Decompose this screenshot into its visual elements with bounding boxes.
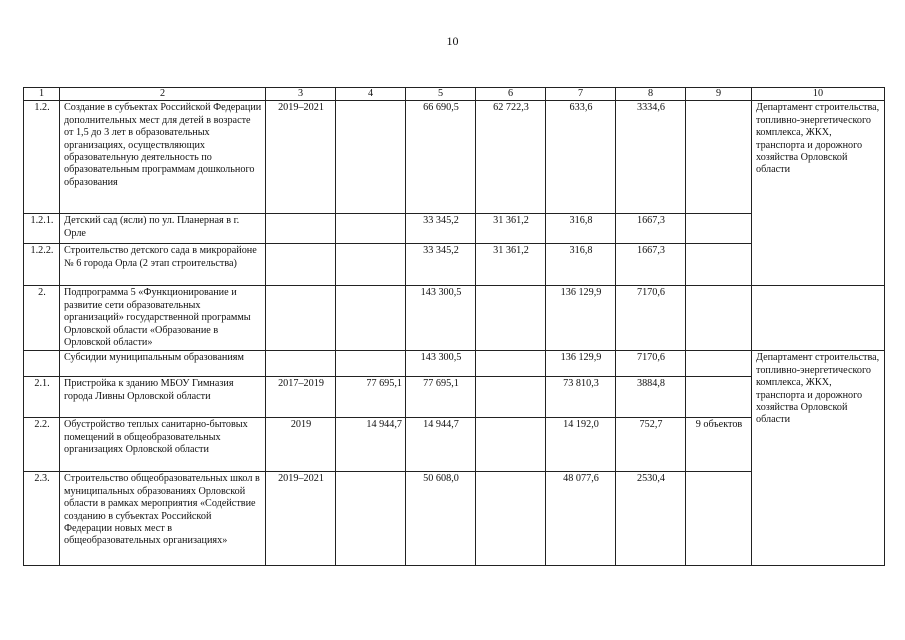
row-col6 <box>476 418 546 472</box>
row-col7: 136 129,9 <box>546 351 616 377</box>
row-number <box>24 351 60 377</box>
column-number-row <box>24 88 885 101</box>
row-name: Детский сад (ясли) по ул. Планерная в г. Орле <box>60 214 266 244</box>
row-col9 <box>686 377 752 418</box>
column-header: 7 <box>546 88 616 101</box>
column-header: 5 <box>406 88 476 101</box>
row-col5: 14 944,7 <box>406 418 476 472</box>
row-col8: 752,7 <box>616 418 686 472</box>
row-number: 1.2. <box>24 101 60 214</box>
row-col6 <box>476 286 546 351</box>
row-col5: 33 345,2 <box>406 244 476 286</box>
row-col9 <box>686 472 752 566</box>
row-number: 1.2.2. <box>24 244 60 286</box>
row-col8: 7170,6 <box>616 286 686 351</box>
row-col9 <box>686 244 752 286</box>
row-col5: 77 695,1 <box>406 377 476 418</box>
row-period: 2017–2019 <box>266 377 336 418</box>
column-header: 1 <box>24 88 60 101</box>
row-col8: 3334,6 <box>616 101 686 214</box>
row-col4 <box>336 101 406 214</box>
row-col7: 633,6 <box>546 101 616 214</box>
row-col9: 9 объектов <box>686 418 752 472</box>
row-col6: 31 361,2 <box>476 244 546 286</box>
row-name: Строительство детского сада в микрорайоне № 6 города Орла (2 этап строительства) <box>60 244 266 286</box>
row-col7: 48 077,6 <box>546 472 616 566</box>
row-col6: 62 722,3 <box>476 101 546 214</box>
row-period: 2019–2021 <box>266 101 336 214</box>
page-number: 10 <box>446 34 459 48</box>
row-col9 <box>686 351 752 377</box>
program-table <box>23 87 885 566</box>
row-name: Создание в субъектах Российской Федерации дополнительных мест для детей в возрасте от 1,5 до 3 лет в образовательных организациях, осуществляющих образовательную деятельность по образовательным программам дошкольного образования <box>60 101 266 214</box>
row-col7: 14 192,0 <box>546 418 616 472</box>
row-col7: 73 810,3 <box>546 377 616 418</box>
row-col5: 143 300,5 <box>406 351 476 377</box>
row-number: 2.2. <box>24 418 60 472</box>
row-col4 <box>336 286 406 351</box>
row-col7: 316,8 <box>546 244 616 286</box>
row-col5: 143 300,5 <box>406 286 476 351</box>
row-col4: 14 944,7 <box>336 418 406 472</box>
row-period <box>266 351 336 377</box>
row-number: 2.1. <box>24 377 60 418</box>
empty-cell <box>752 286 885 351</box>
responsible-department: Департамент строительства, топливно-энергетического комплекса, ЖКХ, транспорта и дорожного хозяйства Орловской области <box>752 101 885 286</box>
table-row <box>24 286 885 351</box>
row-col4 <box>336 244 406 286</box>
row-col6 <box>476 377 546 418</box>
row-col5: 33 345,2 <box>406 214 476 244</box>
row-col7: 136 129,9 <box>546 286 616 351</box>
row-number: 2.3. <box>24 472 60 566</box>
row-col5: 50 608,0 <box>406 472 476 566</box>
row-period <box>266 214 336 244</box>
row-name: Субсидии муниципальным образованиям <box>60 351 266 377</box>
row-col6: 31 361,2 <box>476 214 546 244</box>
row-col9 <box>686 214 752 244</box>
row-col4 <box>336 351 406 377</box>
row-name: Пристройка к зданию МБОУ Гимназия города Ливны Орловской области <box>60 377 266 418</box>
row-col9 <box>686 101 752 214</box>
column-header: 3 <box>266 88 336 101</box>
row-col7: 316,8 <box>546 214 616 244</box>
row-col4 <box>336 214 406 244</box>
row-col8: 1667,3 <box>616 214 686 244</box>
row-col6 <box>476 351 546 377</box>
responsible-department: Департамент строительства, топливно-энергетического комплекса, ЖКХ, транспорта и дорожного хозяйства Орловской области <box>752 351 885 566</box>
row-col8: 7170,6 <box>616 351 686 377</box>
row-col6 <box>476 472 546 566</box>
row-col8: 1667,3 <box>616 244 686 286</box>
column-header: 4 <box>336 88 406 101</box>
row-col8: 3884,8 <box>616 377 686 418</box>
column-header: 9 <box>686 88 752 101</box>
column-header: 6 <box>476 88 546 101</box>
table-row <box>24 351 885 377</box>
column-header: 10 <box>752 88 885 101</box>
row-number: 2. <box>24 286 60 351</box>
row-number: 1.2.1. <box>24 214 60 244</box>
table-row <box>24 101 885 214</box>
row-period: 2019–2021 <box>266 472 336 566</box>
row-col5: 66 690,5 <box>406 101 476 214</box>
row-col9 <box>686 286 752 351</box>
column-header: 8 <box>616 88 686 101</box>
row-col4 <box>336 472 406 566</box>
row-name: Строительство общеобразовательных школ в муниципальных образованиях Орловской области в рамках мероприятия «Содействие созданию в субъектах Российской Федерации новых мест в общеобразовательных организациях» <box>60 472 266 566</box>
row-col8: 2530,4 <box>616 472 686 566</box>
row-period <box>266 286 336 351</box>
row-period <box>266 244 336 286</box>
column-header: 2 <box>60 88 266 101</box>
row-name: Подпрограмма 5 «Функционирование и развитие сети образовательных организаций» государственной программы Орловской области «Образование в Орловской области» <box>60 286 266 351</box>
row-col4: 77 695,1 <box>336 377 406 418</box>
row-name: Обустройство теплых санитарно-бытовых помещений в общеобразовательных организациях Орловской области <box>60 418 266 472</box>
row-period: 2019 <box>266 418 336 472</box>
